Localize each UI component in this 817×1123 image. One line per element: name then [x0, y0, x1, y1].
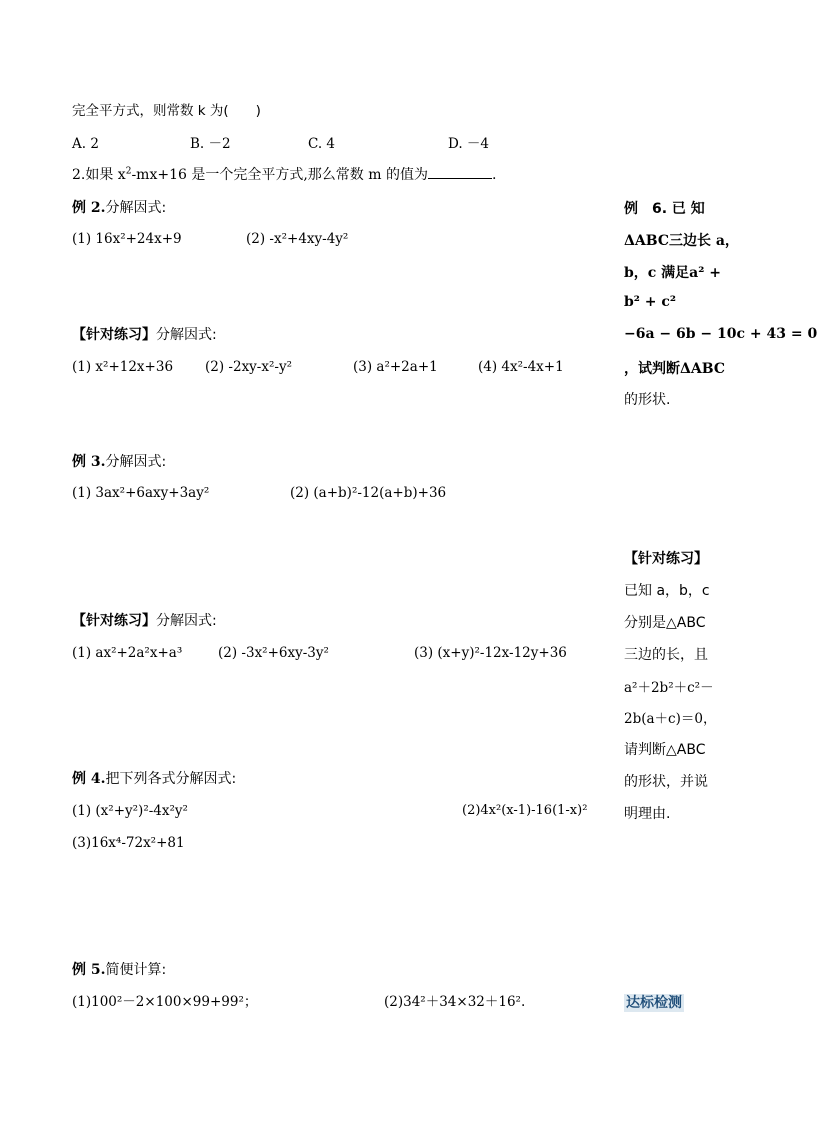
question-fragment: 完全平方式，则常数 k 为( ): [72, 103, 261, 119]
practice-2-item-3: (3) (x+y)²-12x-12y+36: [414, 645, 567, 661]
example-3-part-2: (2) (a+b)²-12(a+b)+36: [290, 485, 447, 501]
example-2-heading: 例 2.分解因式:: [72, 200, 167, 216]
example-6-line: ，试判断ΔABC: [624, 361, 725, 377]
example-6-line: b² + c²: [624, 294, 677, 310]
practice-3-line: 2b(a＋c)＝0，: [624, 711, 717, 727]
example-4-part-2: (2)4x²(x-1)-16(1-x)²: [462, 803, 588, 818]
practice-1-heading: 【针对练习】分解因式:: [72, 327, 217, 343]
example-5-part-2: (2)34²＋34×32＋16².: [384, 994, 526, 1010]
example-5-part-1: (1)100²－2×100×99+99²；: [72, 994, 258, 1010]
option-d: D. －4: [448, 136, 490, 152]
practice-3-line: 的形状，并说: [624, 774, 708, 790]
example-6-line: b，c 满足a² +: [624, 265, 721, 281]
example-6-line: 的形状.: [624, 392, 671, 408]
practice-3-line: a²＋2b²＋c²－: [624, 680, 714, 696]
practice-2-item-2: (2) -3x²+6xy-3y²: [218, 645, 329, 661]
example-4-part-1: (1) (x²+y²)²-4x²y²: [72, 803, 188, 819]
answer-blank[interactable]: [428, 166, 492, 179]
example-2-part-2: (2) -x²+4xy-4y²: [246, 231, 349, 247]
example-2-part-1: (1) 16x²+24x+9: [72, 231, 182, 247]
option-c: C. 4: [308, 136, 336, 152]
example-4-heading: 例 4.把下列各式分解因式:: [72, 771, 237, 787]
option-b: B. －2: [190, 136, 231, 152]
section-heading: 达标检测: [626, 995, 682, 1011]
option-a: A. 2: [72, 136, 99, 152]
practice-3-line: 三边的长，且: [624, 647, 708, 663]
practice-2-heading: 【针对练习】分解因式:: [72, 613, 217, 629]
practice-3-line: 分别是△ABC: [624, 615, 706, 631]
practice-3-line: 已知 a，b，c: [624, 583, 710, 599]
example-3-heading: 例 3.分解因式:: [72, 454, 167, 470]
practice-1-item-1: (1) x²+12x+36: [72, 359, 174, 375]
example-4-part-3: (3)16x⁴-72x²+81: [72, 835, 185, 851]
question-2: 2.如果 $x^2-mx+16$ 是一个完全平方式,那么常数 m 的值为 .: [72, 166, 497, 183]
example-5-heading: 例 5.简便计算:: [72, 962, 167, 978]
practice-1-item-2: (2) -2xy-x²-y²: [205, 359, 292, 375]
example-6-equation: −6a − 6b − 10c + 43 = 0: [624, 326, 817, 342]
practice-1-item-3: (3) a²+2a+1: [353, 359, 438, 375]
practice-3-line: 请判断△ABC: [624, 742, 706, 758]
practice-3-heading: 【针对练习】: [624, 551, 708, 567]
practice-1-item-4: (4) 4x²-4x+1: [478, 359, 564, 375]
example-3-part-1: (1) 3ax²+6axy+3ay²: [72, 485, 210, 501]
practice-3-line: 明理由.: [624, 806, 671, 822]
practice-2-item-1: (1) ax²+2a²x+a³: [72, 645, 183, 661]
example-6-heading: 例 6. 已 知: [624, 201, 705, 217]
example-6-line: ΔABC三边长 a，: [624, 233, 739, 249]
